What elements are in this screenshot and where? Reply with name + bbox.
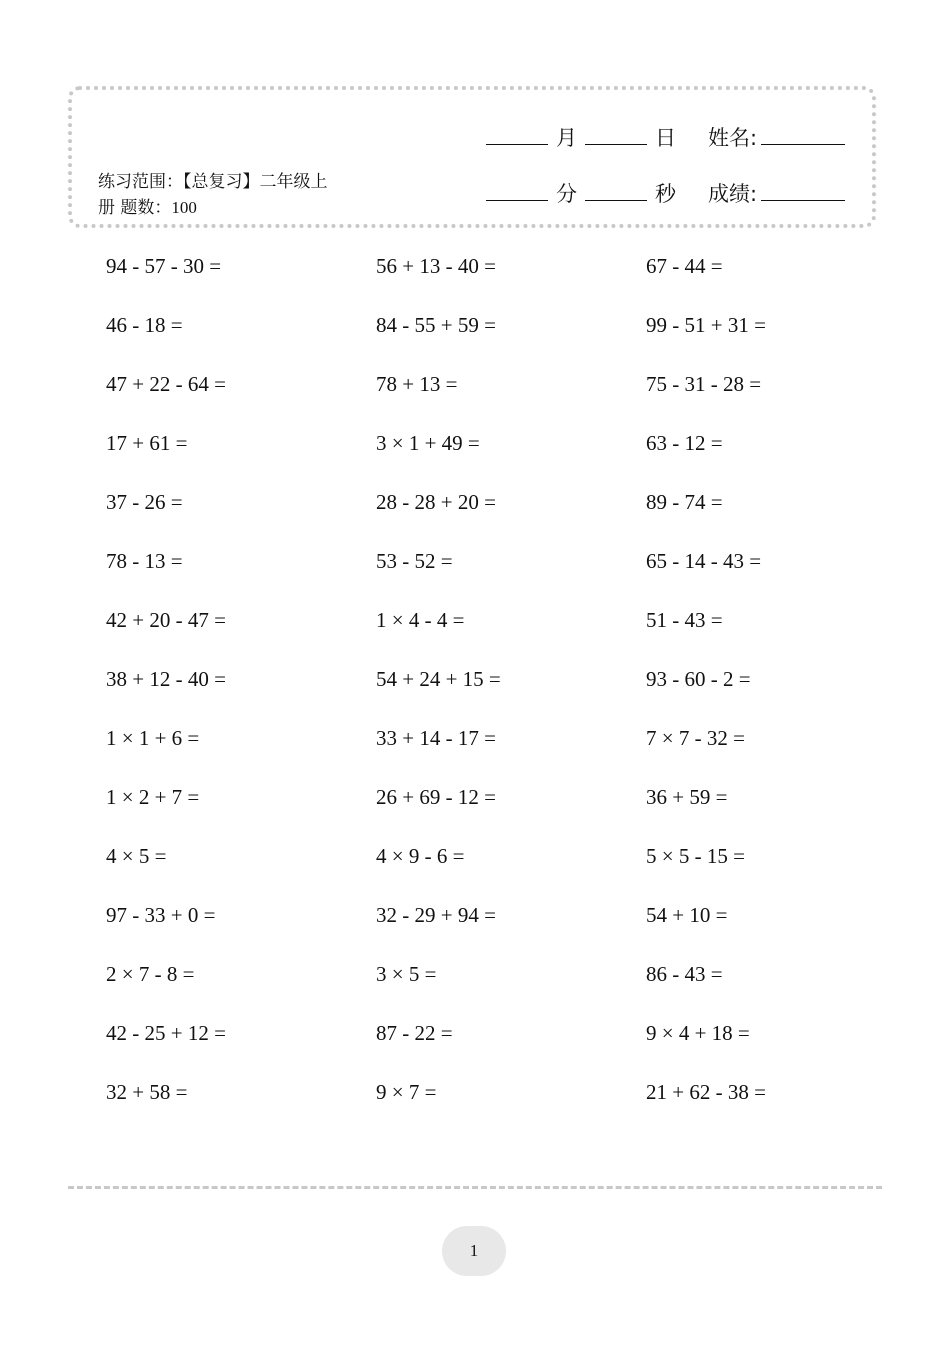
math-problem: 51 - 43 = — [646, 608, 723, 632]
math-problem: 32 - 29 + 94 = — [376, 903, 496, 927]
problem-grid — [106, 246, 916, 1131]
math-problem: 33 + 14 - 17 = — [376, 726, 496, 750]
score-blank[interactable] — [761, 182, 845, 201]
math-problem: 53 - 52 = — [376, 549, 453, 573]
math-problem: 54 + 10 = — [646, 903, 728, 927]
time-score-row — [486, 178, 845, 208]
math-problem: 32 + 58 = — [106, 1080, 188, 1104]
math-problem: 89 - 74 = — [646, 490, 723, 514]
math-problem: 42 + 20 - 47 = — [106, 608, 226, 632]
worksheet-header — [68, 86, 876, 228]
math-problem: 36 + 59 = — [646, 785, 728, 809]
math-problem: 94 - 57 - 30 = — [106, 254, 222, 278]
math-problem: 9 × 7 = — [376, 1080, 437, 1104]
math-problem: 65 - 14 - 43 = — [646, 549, 762, 573]
math-problem: 3 × 5 = — [376, 962, 437, 986]
math-problem: 63 - 12 = — [646, 431, 723, 455]
math-problem: 21 + 62 - 38 = — [646, 1080, 766, 1104]
math-problem: 37 - 26 = — [106, 490, 183, 514]
month-label: 月 — [556, 126, 577, 150]
date-name-row — [486, 122, 845, 152]
math-problem: 75 - 31 - 28 = — [646, 372, 762, 396]
math-problem: 87 - 22 = — [376, 1021, 453, 1045]
math-problem: 84 - 55 + 59 = — [376, 313, 496, 337]
math-problem: 56 + 13 - 40 = — [376, 254, 496, 278]
minute-blank[interactable] — [486, 182, 548, 201]
math-problem: 2 × 7 - 8 = — [106, 962, 195, 986]
math-problem: 9 × 4 + 18 = — [646, 1021, 750, 1045]
minute-label: 分 — [556, 182, 577, 206]
math-problem: 78 - 13 = — [106, 549, 183, 573]
math-problem: 26 + 69 - 12 = — [376, 785, 496, 809]
math-problem: 1 × 1 + 6 = — [106, 726, 200, 750]
math-problem: 47 + 22 - 64 = — [106, 372, 226, 396]
math-problem: 93 - 60 - 2 = — [646, 667, 751, 691]
math-problem: 3 × 1 + 49 = — [376, 431, 480, 455]
math-problem: 4 × 5 = — [106, 844, 167, 868]
scope-line-2: 册 题数： — [98, 198, 172, 218]
score-label: 成绩: — [708, 182, 758, 206]
day-blank[interactable] — [585, 126, 647, 145]
math-problem: 38 + 12 - 40 = — [106, 667, 226, 691]
month-blank[interactable] — [486, 126, 548, 145]
math-problem: 67 - 44 = — [646, 254, 723, 278]
math-problem: 5 × 5 - 15 = — [646, 844, 745, 868]
day-label: 日 — [655, 126, 676, 150]
math-problem: 7 × 7 - 32 = — [646, 726, 745, 750]
math-problem: 97 - 33 + 0 = — [106, 903, 216, 927]
math-problem: 28 - 28 + 20 = — [376, 490, 496, 514]
math-problem: 99 - 51 + 31 = — [646, 313, 766, 337]
math-problem: 42 - 25 + 12 = — [106, 1021, 226, 1045]
second-blank[interactable] — [585, 182, 647, 201]
math-problem: 86 - 43 = — [646, 962, 723, 986]
page-number-badge: 1 — [442, 1226, 506, 1276]
math-problem: 54 + 24 + 15 = — [376, 667, 501, 691]
name-label: 姓名: — [708, 126, 758, 150]
second-label: 秒 — [655, 182, 676, 206]
scope-line-1: 练习范围：【总复习】二年级上 — [98, 172, 328, 192]
math-problem: 46 - 18 = — [106, 313, 183, 337]
question-count: 100 — [171, 198, 197, 217]
footer-divider — [68, 1186, 882, 1189]
practice-scope — [98, 170, 388, 221]
math-problem: 4 × 9 - 6 = — [376, 844, 465, 868]
math-problem: 17 + 61 = — [106, 431, 188, 455]
math-problem: 1 × 2 + 7 = — [106, 785, 200, 809]
name-blank[interactable] — [761, 126, 845, 145]
math-problem: 1 × 4 - 4 = — [376, 608, 465, 632]
math-problem: 78 + 13 = — [376, 372, 458, 396]
